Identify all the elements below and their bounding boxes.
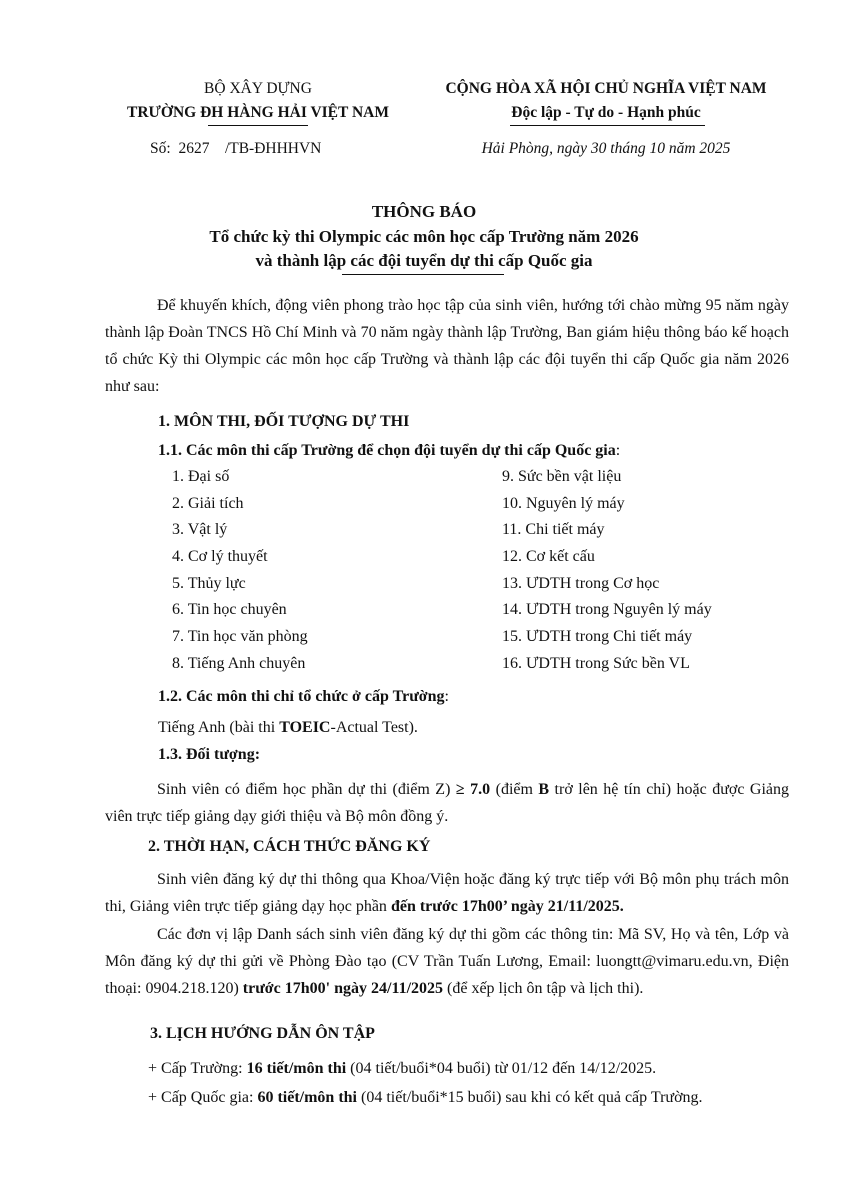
list-item: 5. Thủy lực xyxy=(172,575,246,592)
section-2-paragraph-2: Các đơn vị lập Danh sách sinh viên đăng ký dự thi gồm các thông tin: Mã SV, Họ và tên, Lớp và Môn đăng ký dự thi gửi về Phòng Đào tạo (CV Trần Tuấn Lương, Email: luongtt@vimaru.edu.vn, Điện thoại: 0904.218.120) trước 17h00' ngày 24/11/2025 (để xếp lịch ôn tập và lịch thi). xyxy=(105,926,789,997)
section-1-2-heading: 1.2. Các môn thi chỉ tổ chức ở cấp Trường: xyxy=(158,688,449,705)
section-2-paragraph-1: Sinh viên đăng ký dự thi thông qua Khoa/Viện hoặc đăng ký trực tiếp với Bộ môn phụ trách môn thi, Giảng viên trực tiếp giảng dạy học phần đến trước 17h00’ ngày 21/11/2025. xyxy=(105,871,789,915)
list-item: 16. ƯDTH trong Sức bền VL xyxy=(502,655,690,672)
list-item: 7. Tin học văn phòng xyxy=(172,628,308,645)
section-3-heading: 3. LỊCH HƯỚNG DẪN ÔN TẬP xyxy=(150,1025,375,1042)
notice-subtitle-2: và thành lập các đội tuyển dự thi cấp Quốc gia xyxy=(255,251,593,270)
title-underline xyxy=(342,274,504,275)
section-3-line-1: + Cấp Trường: 16 tiết/môn thi (04 tiết/buổi*04 buổi) từ 01/12 đến 14/12/2025. xyxy=(148,1060,657,1077)
list-item: 9. Sức bền vật liệu xyxy=(502,468,622,485)
list-item: 10. Nguyên lý máy xyxy=(502,495,625,512)
section-1-3-text: Sinh viên có điểm học phần dự thi (điểm Z) ≥ 7.0 (điểm B trở lên hệ tín chỉ) hoặc được Giảng viên trực tiếp giảng dạy giới thiệu và Bộ môn đồng ý. xyxy=(105,781,790,825)
list-item: 12. Cơ kết cấu xyxy=(502,548,595,565)
nation-name: CỘNG HÒA XÃ HỘI CHỦ NGHĨA VIỆT NAM xyxy=(445,80,767,97)
list-item: 2. Giải tích xyxy=(172,495,244,512)
motto-underline xyxy=(510,125,705,126)
notice-title: THÔNG BÁO xyxy=(371,202,477,221)
school-underline xyxy=(208,125,308,126)
list-item: 14. ƯDTH trong Nguyên lý máy xyxy=(502,601,712,618)
section-1-1-heading: 1.1. Các môn thi cấp Trường để chọn đội tuyển dự thi cấp Quốc gia: xyxy=(158,442,621,459)
place-date: Hải Phòng, ngày 30 tháng 10 năm 2025 xyxy=(481,140,731,157)
document-number: Số: 2627 /TB-ĐHHHVN xyxy=(150,140,322,157)
list-item: 15. ƯDTH trong Chi tiết máy xyxy=(502,628,693,645)
school-name: TRƯỜNG ĐH HÀNG HẢI VIỆT NAM xyxy=(127,104,389,121)
nation-motto: Độc lập - Tự do - Hạnh phúc xyxy=(511,104,701,121)
intro-paragraph: Để khuyến khích, động viên phong trào học tập của sinh viên, hướng tới chào mừng 95 năm ngày thành lập Đoàn TNCS Hồ Chí Minh và 70 năm ngày thành lập Trường, Ban giám hiệu thông báo kế hoạch tổ chức Kỳ thi Olympic các môn học cấp Trường và thành lập các đội tuyển thi cấp Quốc gia năm 2026 như sau: xyxy=(105,297,789,395)
list-item: 6. Tin học chuyên xyxy=(172,601,287,618)
doc-number-suffix: /TB-ĐHHHVN xyxy=(224,140,322,157)
section-3-line-2: + Cấp Quốc gia: 60 tiết/môn thi (04 tiết/buổi*15 buổi) sau khi có kết quả cấp Trường. xyxy=(148,1089,703,1106)
section-1-2-text: Tiếng Anh (bài thi TOEIC-Actual Test). xyxy=(158,719,418,736)
list-item: 13. ƯDTH trong Cơ học xyxy=(502,575,660,592)
section-1-3-heading: 1.3. Đối tượng: xyxy=(158,746,261,763)
list-item: 11. Chi tiết máy xyxy=(502,521,605,538)
section-1-heading: 1. MÔN THI, ĐỐI TƯỢNG DỰ THI xyxy=(158,413,410,430)
list-item: 1. Đại số xyxy=(172,468,230,485)
section-2-heading: 2. THỜI HẠN, CÁCH THỨC ĐĂNG KÝ xyxy=(148,838,431,855)
list-item: 8. Tiếng Anh chuyên xyxy=(172,655,306,672)
ministry-name: BỘ XÂY DỰNG xyxy=(204,80,312,97)
list-item: 3. Vật lý xyxy=(172,521,228,538)
doc-number-value: 2627 xyxy=(178,140,210,157)
notice-subtitle-1: Tổ chức kỳ thi Olympic các môn học cấp Trường năm 2026 xyxy=(209,227,639,246)
list-item: 4. Cơ lý thuyết xyxy=(172,548,268,565)
